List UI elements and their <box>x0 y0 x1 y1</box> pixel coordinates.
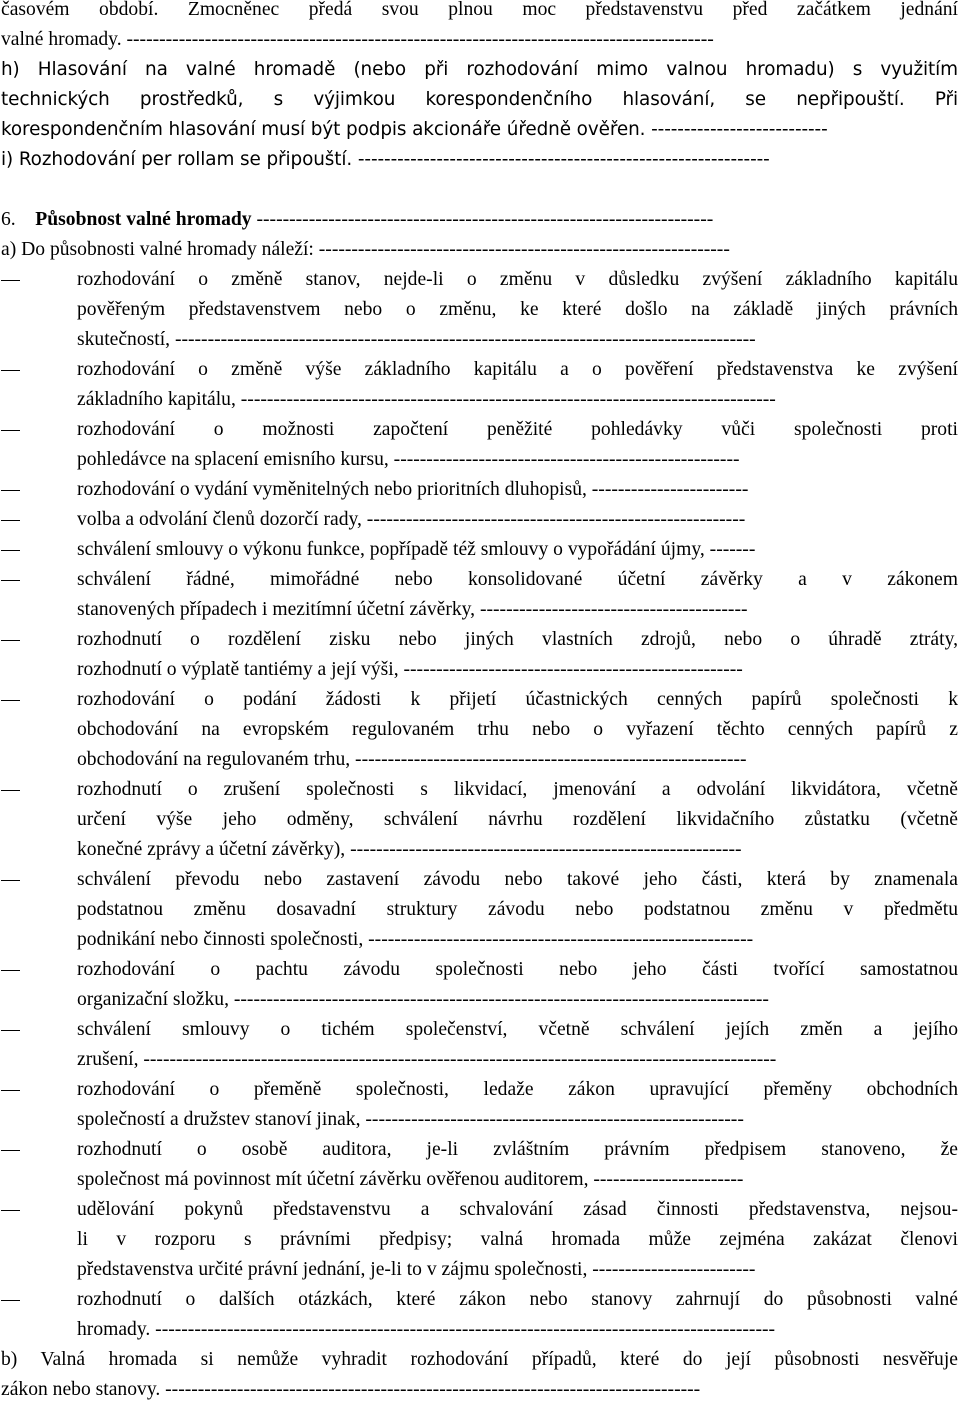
section-number: 6. <box>1 209 16 230</box>
list-item <box>1 505 958 535</box>
dash-bullet-icon <box>1 550 20 551</box>
list-item-line: základního kapitálu, ---------------------------------------------------------------------------------- <box>77 389 776 410</box>
powers-list <box>1 265 958 1345</box>
dash-bullet-icon <box>1 1210 20 1211</box>
section-title-filler: ---------------------------------------------------------------------- <box>251 209 714 230</box>
list-item-line: obchodování na evropském regulovaném trhu nebo o vyřazení těchto cenných papírů z <box>77 719 958 740</box>
list-item-line: schválení řádné, mimořádné nebo konsolidované účetní závěrky a v zákonem <box>77 569 958 590</box>
list-item-line: schválení smlouvy o výkonu funkce, popřípadě též smlouvy o vypořádání újmy, ------- <box>77 539 756 560</box>
dash-bullet-icon <box>1 1090 20 1091</box>
list-item <box>1 1195 958 1285</box>
dash-bullet-icon <box>1 1150 20 1151</box>
list-item-line: stanovených případech i mezitímní účetní závěrky, ----------------------------------------- <box>77 599 748 620</box>
list-item-line: pověřeným představenstvem nebo o změnu, ke které došlo na základě jiných právních <box>77 299 958 320</box>
section-title: Působnost valné hromady <box>35 209 252 230</box>
dash-bullet-icon <box>1 970 20 971</box>
list-item-line: volba a odvolání členů dozorčí rady, ---------------------------------------------------------- <box>77 509 746 530</box>
list-item-line: obchodování na regulovaném trhu, ------------------------------------------------------------ <box>77 749 747 770</box>
list-item <box>1 625 958 685</box>
list-item-line: rozhodování o přeměně společnosti, ledaže zákon upravující přeměny obchodních <box>77 1079 958 1100</box>
dash-bullet-icon <box>1 490 20 491</box>
paragraph-line: časovém období. Zmocněnec předá svou plnou moc představenstvu před začátkem jednání <box>1 0 958 20</box>
list-item <box>1 415 958 475</box>
dash-bullet-icon <box>1 640 20 641</box>
list-item <box>1 775 958 865</box>
list-item-line: společností a družstev stanoví jinak, ---------------------------------------------------------- <box>77 1109 744 1130</box>
list-item-line: rozhodování o podání žádosti k přijetí účastnických cenných papírů společnosti k <box>77 689 958 710</box>
list-item <box>1 355 958 415</box>
clause-b-line: zákon nebo stanovy. ---------------------------------------------------------------------------------- <box>1 1379 701 1400</box>
clause-h-line: korespondenčním hlasování musí být podpis akcionáře úředně ověřen. --------------------------- <box>1 119 828 140</box>
list-item-line: podnikání nebo činnosti společnosti, ----------------------------------------------------------- <box>77 929 754 950</box>
list-item-line: rozhodnutí o rozdělení zisku nebo jiných vlastních zdrojů, nebo o úhradě ztráty, <box>77 629 958 650</box>
dash-bullet-icon <box>1 430 20 431</box>
list-item <box>1 1015 958 1075</box>
clause-h-line: h) Hlasování na valné hromadě (nebo při rozhodování mimo valnou hromadu) s využitím <box>1 59 958 80</box>
list-item <box>1 565 958 625</box>
list-item-line: li v rozporu s právními předpisy; valná hromada může zejména zakázat členovi <box>77 1229 958 1250</box>
list-item <box>1 475 958 505</box>
dash-bullet-icon <box>1 1300 20 1301</box>
dash-bullet-icon <box>1 580 20 581</box>
list-item <box>1 1075 958 1135</box>
list-item <box>1 535 958 565</box>
spacer <box>1 175 958 205</box>
clause-a-intro: a) Do působnosti valné hromady náleží: --------------------------------------------------------------- <box>1 239 730 260</box>
dash-bullet-icon <box>1 790 20 791</box>
list-item-line: pohledávce na splacení emisního kursu, ----------------------------------------------------- <box>77 449 740 470</box>
list-item-line: organizační složku, ---------------------------------------------------------------------------------- <box>77 989 769 1010</box>
list-item-line: skutečností, ----------------------------------------------------------------------------------------- <box>77 329 756 350</box>
list-item <box>1 1135 958 1195</box>
list-item-line: společnost má povinnost mít účetní závěrku ověřenou auditorem, ----------------------- <box>77 1169 744 1190</box>
list-item-line: určení výše jeho odměny, schválení návrhu rozdělení likvidačního zůstatku (včetně <box>77 809 958 830</box>
clause-b-line: b) Valná hromada si nemůže vyhradit rozhodování případů, které do její působnosti nesvěřuje <box>1 1349 958 1370</box>
dash-bullet-icon <box>1 880 20 881</box>
dash-bullet-icon <box>1 520 20 521</box>
paragraph-line: valné hromady. ------------------------------------------------------------------------------------------ <box>1 29 714 50</box>
list-item-line: podstatnou změnu dosavadní struktury závodu nebo podstatnou změnu v předmětu <box>77 899 958 920</box>
list-item <box>1 955 958 1015</box>
list-item-line: zrušení, ------------------------------------------------------------------------------------------------- <box>77 1049 777 1070</box>
list-item-line: rozhodnutí o výplatě tantiémy a její výši, ---------------------------------------------------- <box>77 659 743 680</box>
list-item-line: rozhodování o možnosti započtení peněžité pohledávky vůči společnosti proti <box>77 419 958 440</box>
list-item-line: rozhodnutí o zrušení společnosti s likvidací, jmenování a odvolání likvidátora, včetně <box>77 779 958 800</box>
dash-bullet-icon <box>1 700 20 701</box>
list-item-line: schválení převodu nebo zastavení závodu nebo takové jeho části, která by znamenala <box>77 869 958 890</box>
list-item <box>1 865 958 955</box>
dash-bullet-icon <box>1 280 20 281</box>
list-item-line: rozhodnutí o osobě auditora, je-li zvláštním právním předpisem stanoveno, že <box>77 1139 958 1160</box>
list-item-line: hromady. ----------------------------------------------------------------------------------------------- <box>77 1319 776 1340</box>
list-item-line: schválení smlouvy o tichém společenství, včetně schválení jejích změn a jejího <box>77 1019 958 1040</box>
section-heading <box>1 205 958 235</box>
list-item-line: udělování pokynů představenstvu a schvalování zásad činnosti představenstva, nejsou- <box>77 1199 958 1220</box>
list-item <box>1 265 958 355</box>
document-page <box>1 0 958 1405</box>
list-item <box>1 685 958 775</box>
dash-bullet-icon <box>1 370 20 371</box>
list-item-line: rozhodování o změně výše základního kapitálu a o pověření představenstva ke zvýšení <box>77 359 958 380</box>
list-item-line: rozhodování o vydání vyměnitelných nebo prioritních dluhopisů, ------------------------ <box>77 479 749 500</box>
list-item-line: rozhodnutí o dalších otázkách, které zákon nebo stanovy zahrnují do působnosti valné <box>77 1289 958 1310</box>
clause-i-line: i) Rozhodování per rollam se připouští. --------------------------------------------------------------- <box>1 149 770 170</box>
list-item-line: konečné zprávy a účetní závěrky), ------------------------------------------------------------ <box>77 839 742 860</box>
dash-bullet-icon <box>1 1030 20 1031</box>
list-item-line: rozhodování o pachtu závodu společnosti nebo jeho části tvořící samostatnou <box>77 959 958 980</box>
list-item-line: představenstva určité právní jednání, je-li to v zájmu společnosti, ------------------------- <box>77 1259 756 1280</box>
list-item <box>1 1285 958 1345</box>
clause-h-line: technických prostředků, s výjimkou korespondenčního hlasování, se nepřipouští. Při <box>1 89 958 110</box>
list-item-line: rozhodování o změně stanov, nejde-li o změnu v důsledku zvýšení základního kapitálu <box>77 269 958 290</box>
